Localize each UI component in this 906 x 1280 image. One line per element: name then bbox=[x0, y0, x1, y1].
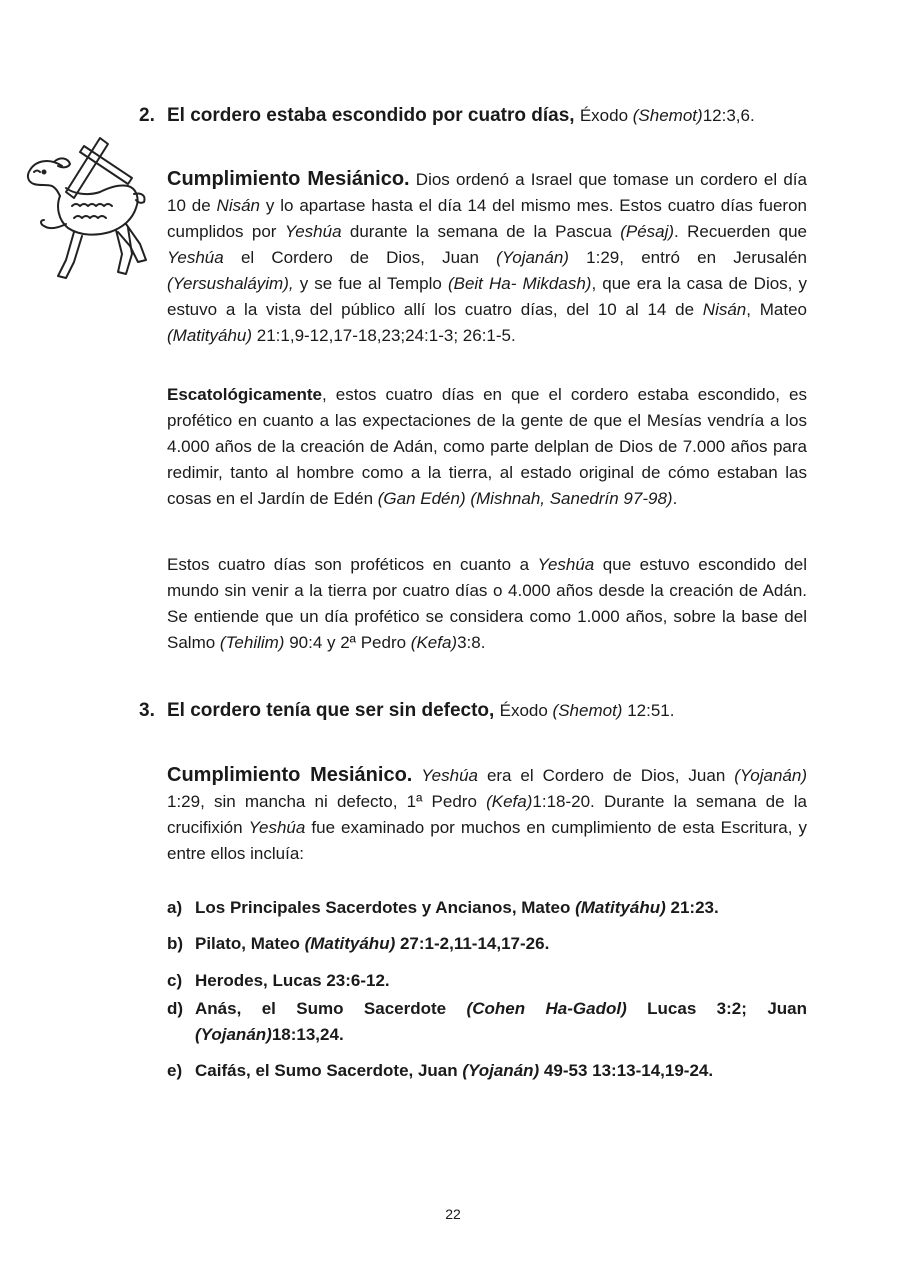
section-ref: Éxodo (Shemot)12:3,6. bbox=[579, 106, 755, 125]
section-number: 2. bbox=[139, 105, 155, 126]
lamb-with-cross-illustration bbox=[22, 136, 150, 284]
eschatological-paragraph: Escatológicamente, estos cuatro días en que el cordero estaba escondido, es profético en cuanto a las expectaciones de la gente de que el Mesías vendría a los 4.000 años de la creación de Adán, como parte delplan de Dios de 7.000 años para redimir, tanto al hombre como a la tierra, al estado original de cómo estaban las cosas en el Jardín de Edén (Gan Edén) (Mishnah, Sanedrín 97-98). bbox=[167, 385, 807, 508]
section-title: El cordero estaba escondido por cuatro días, bbox=[167, 105, 575, 126]
prophetic-days-paragraph: Estos cuatro días son proféticos en cuanto a Yeshúa que estuvo escondido del mundo sin venir a la tierra por cuatro días o 4.000 años desde la creación de Adán. Se entiende que un día profético se considera como 1.000 años, sobre la base del Salmo (Tehilim) 90:4 y 2ª Pedro (Kefa)3:8. bbox=[167, 555, 807, 652]
examiners-list: a) Los Principales Sacerdotes y Ancianos, Mateo (Matityáhu) 21:23. b) Pilato, Mateo (Matityáhu) 27:1-2,11-14,17-26. c) Herodes, Lucas 23:6-12. d) Anás, el Sumo Sacerdote (Cohen Ha-Gadol) Lucas 3:2; Juan (Yojanán)18:13,24. e) Caifás, el Sumo Sacerdote, Juan (Yojanán) 49-53 13:13-14,19-24. bbox=[167, 898, 808, 1080]
section-number: 3. bbox=[139, 700, 155, 721]
section-3-heading bbox=[139, 699, 839, 723]
page-number: 22 bbox=[445, 1206, 461, 1222]
messianic-fulfillment-paragraph-1: Cumplimiento Mesiánico. Dios ordenó a Israel que tomase un cordero el día 10 de Nisán y lo apartase hasta el día 14 del mismo mes. Estos cuatro días fueron cumplidos por Yeshúa durante la semana de la Pascua (Pésaj). Recuerden que Yeshúa el Cordero de Dios, Juan (Yojanán) 1:29, entró en Jerusalén (Yersushaláyim), y se fue al Templo (Beit Ha- Mikdash), que era la casa de Dios, y estuvo a la vista del público allí los cuatro días, del 10 al 14 de Nisán, Mateo (Matityáhu) 21:1,9-12,17-18,23;24:1-3; 26:1-5. bbox=[167, 168, 807, 345]
section-2-heading bbox=[139, 104, 839, 128]
section-title: El cordero tenía que ser sin defecto, bbox=[167, 700, 495, 721]
section-ref: Éxodo (Shemot) 12:51. bbox=[499, 701, 675, 720]
messianic-fulfillment-paragraph-2: Cumplimiento Mesiánico. Yeshúa era el Cordero de Dios, Juan (Yojanán) 1:29, sin mancha ni defecto, 1ª Pedro (Kefa)1:18-20. Durante la semana de la crucifixión Yeshúa fue examinado por muchos en cumplimiento de esta Escritura, y entre ellos incluía: bbox=[167, 764, 807, 863]
